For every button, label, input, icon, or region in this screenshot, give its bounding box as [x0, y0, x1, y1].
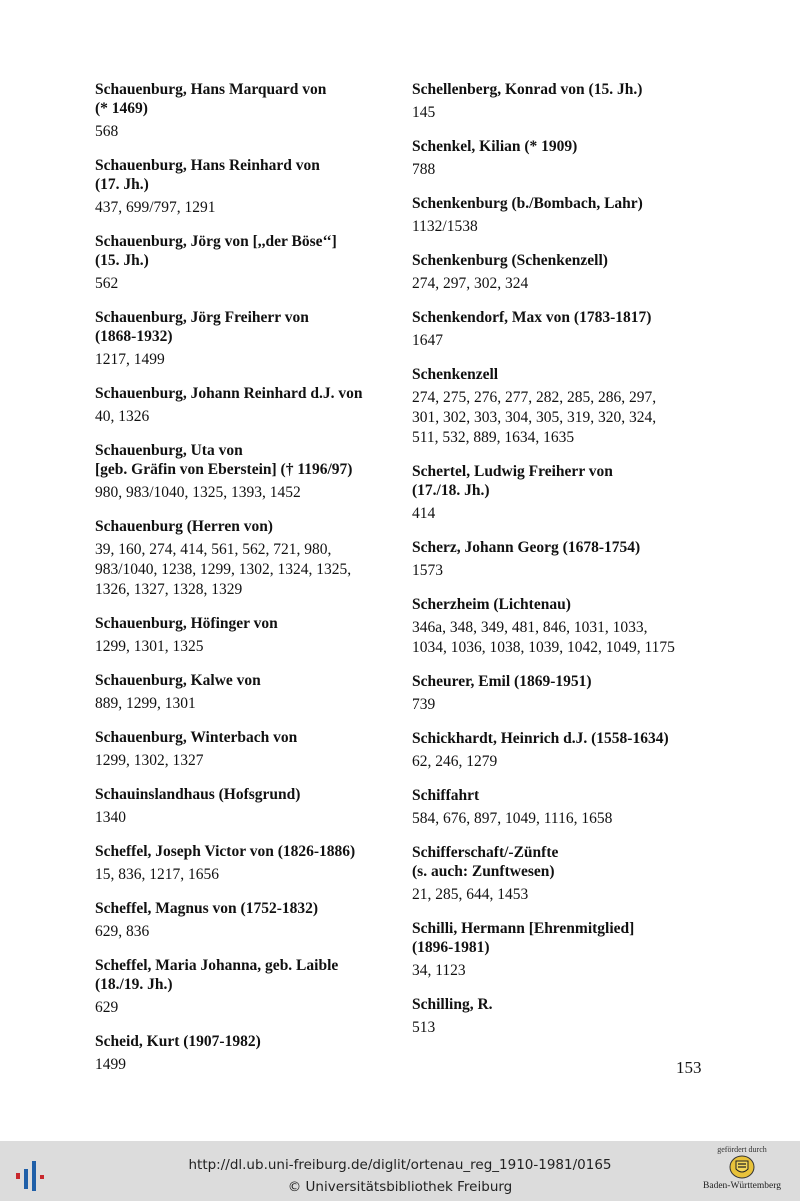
index-entry — [412, 194, 712, 237]
index-entry — [95, 614, 395, 657]
entry-heading: Schenkendorf, Max von (1783-1817) — [412, 309, 652, 326]
entry-page-refs: 1299, 1301, 1325 — [95, 638, 204, 655]
entry-page-refs: 562 — [95, 275, 119, 292]
index-entry — [412, 251, 712, 294]
sponsor-name: Baden-Württemberg — [703, 1181, 781, 1191]
entry-page-refs: 1647 — [412, 332, 443, 349]
entry-page-refs: 21, 285, 644, 1453 — [412, 886, 529, 903]
index-entry — [95, 308, 395, 370]
index-entry — [95, 441, 395, 503]
entry-page-refs: 145 — [412, 104, 436, 121]
entry-page-refs: 274, 297, 302, 324 — [412, 275, 529, 292]
entry-page-refs: 980, 983/1040, 1325, 1393, 1452 — [95, 484, 301, 501]
index-entry — [95, 232, 395, 294]
entry-heading: Schenkenburg (b./Bombach, Lahr) — [412, 195, 643, 212]
index-entry — [412, 137, 712, 180]
index-entry — [95, 842, 395, 885]
copyright-text: © Universitätsbibliothek Freiburg — [287, 1179, 513, 1195]
entry-page-refs: 629 — [95, 999, 119, 1016]
entry-heading: Schertel, Ludwig Freiherr von (17./18. Jh.) — [412, 463, 613, 499]
index-entry — [95, 671, 395, 714]
entry-page-refs: 62, 246, 1279 — [412, 753, 498, 770]
entry-page-refs: 568 — [95, 123, 119, 140]
entry-heading: Schauinslandhaus (Hofsgrund) — [95, 786, 301, 803]
entry-page-refs: 889, 1299, 1301 — [95, 695, 196, 712]
index-entry — [412, 308, 712, 351]
entry-heading: Schauenburg, Hans Marquard von (* 1469) — [95, 81, 327, 117]
entry-page-refs: 346a, 348, 349, 481, 846, 1031, 1033, 1034, 1036, 1038, 1039, 1042, 1049, 1175 — [412, 619, 675, 656]
entry-page-refs: 274, 275, 276, 277, 282, 285, 286, 297, 301, 302, 303, 304, 305, 319, 320, 324, 511, 532, 889, 1634, 1635 — [412, 389, 657, 446]
index-entry — [412, 595, 712, 658]
entry-page-refs: 1340 — [95, 809, 126, 826]
entry-heading: Schauenburg, Jörg Freiherr von (1868-1932) — [95, 309, 309, 345]
index-entry — [95, 785, 395, 828]
index-entry — [412, 786, 712, 829]
index-entry — [95, 1032, 395, 1075]
entry-heading: Scherzheim (Lichtenau) — [412, 596, 571, 613]
index-entry — [412, 538, 712, 581]
entry-page-refs: 1299, 1302, 1327 — [95, 752, 204, 769]
index-entry — [412, 843, 712, 905]
entry-page-refs: 1217, 1499 — [95, 351, 165, 368]
entry-page-refs: 39, 160, 274, 414, 561, 562, 721, 980, 983/1040, 1238, 1299, 1302, 1324, 1325, 1326, 1327, 1328, 1329 — [95, 541, 352, 598]
entry-page-refs: 15, 836, 1217, 1656 — [95, 866, 219, 883]
index-entry — [412, 729, 712, 772]
index-entry — [412, 672, 712, 715]
baden-wuerttemberg-crest-icon — [729, 1155, 755, 1179]
index-entry — [95, 728, 395, 771]
index-entry — [95, 156, 395, 218]
entry-page-refs: 34, 1123 — [412, 962, 466, 979]
index-entry — [95, 384, 395, 427]
right-column — [412, 80, 712, 1052]
index-entry — [95, 80, 395, 142]
entry-heading: Schauenburg, Winterbach von — [95, 729, 298, 746]
entry-heading: Schenkel, Kilian (* 1909) — [412, 138, 578, 155]
entry-heading: Schauenburg, Höfinger von — [95, 615, 278, 632]
left-column — [95, 80, 395, 1089]
entry-heading: Schauenburg, Hans Reinhard von (17. Jh.) — [95, 157, 320, 193]
index-entry — [95, 517, 395, 600]
entry-page-refs: 739 — [412, 696, 436, 713]
index-entry — [95, 899, 395, 942]
footer-bar — [0, 1141, 800, 1201]
entry-heading: Schauenburg, Kalwe von — [95, 672, 261, 689]
entry-page-refs: 40, 1326 — [95, 408, 150, 425]
entry-heading: Schickhardt, Heinrich d.J. (1558-1634) — [412, 730, 669, 747]
entry-heading: Schiffahrt — [412, 787, 480, 804]
index-entry — [412, 995, 712, 1038]
entry-page-refs: 437, 699/797, 1291 — [95, 199, 216, 216]
entry-page-refs: 1499 — [95, 1056, 126, 1073]
entry-heading: Scheffel, Magnus von (1752-1832) — [95, 900, 319, 917]
page-number: 153 — [676, 1058, 702, 1077]
entry-heading: Schauenburg, Jörg von [,,der Böse‘‘] (15. Jh.) — [95, 233, 337, 269]
document-url[interactable]: http://dl.ub.uni-freiburg.de/diglit/ortenau_reg_1910-1981/0165 — [188, 1157, 612, 1173]
sponsor-caption: gefördert durch — [717, 1145, 767, 1154]
entry-heading: Scheffel, Joseph Victor von (1826-1886) — [95, 843, 356, 860]
entry-page-refs: 414 — [412, 505, 436, 522]
entry-heading: Schauenburg, Johann Reinhard d.J. von — [95, 385, 363, 402]
entry-heading: Scheurer, Emil (1869-1951) — [412, 673, 592, 690]
index-entry — [412, 919, 712, 981]
entry-page-refs: 513 — [412, 1019, 436, 1036]
entry-heading: Schauenburg (Herren von) — [95, 518, 273, 535]
entry-heading: Schellenberg, Konrad von (15. Jh.) — [412, 81, 643, 98]
entry-page-refs: 788 — [412, 161, 436, 178]
entry-page-refs: 629, 836 — [95, 923, 150, 940]
entry-heading: Schifferschaft/-Zünfte (s. auch: Zunftwesen) — [412, 844, 559, 880]
entry-page-refs: 1573 — [412, 562, 443, 579]
index-entry — [412, 462, 712, 524]
entry-page-refs: 1132/1538 — [412, 218, 478, 235]
entry-heading: Scheffel, Maria Johanna, geb. Laible (18./19. Jh.) — [95, 957, 339, 993]
entry-page-refs: 584, 676, 897, 1049, 1116, 1658 — [412, 810, 613, 827]
index-entry — [412, 80, 712, 123]
entry-heading: Scheid, Kurt (1907-1982) — [95, 1033, 261, 1050]
entry-heading: Schilli, Hermann [Ehrenmitglied] (1896-1981) — [412, 920, 635, 956]
entry-heading: Schenkenburg (Schenkenzell) — [412, 252, 608, 269]
entry-heading: Scherz, Johann Georg (1678-1754) — [412, 539, 641, 556]
index-entry — [95, 956, 395, 1018]
entry-heading: Schauenburg, Uta von [geb. Gräfin von Eberstein] († 1196/97) — [95, 442, 353, 478]
sponsor-block — [692, 1145, 792, 1199]
index-entry — [412, 365, 712, 448]
entry-heading: Schilling, R. — [412, 996, 493, 1013]
entry-heading: Schenkenzell — [412, 366, 499, 383]
